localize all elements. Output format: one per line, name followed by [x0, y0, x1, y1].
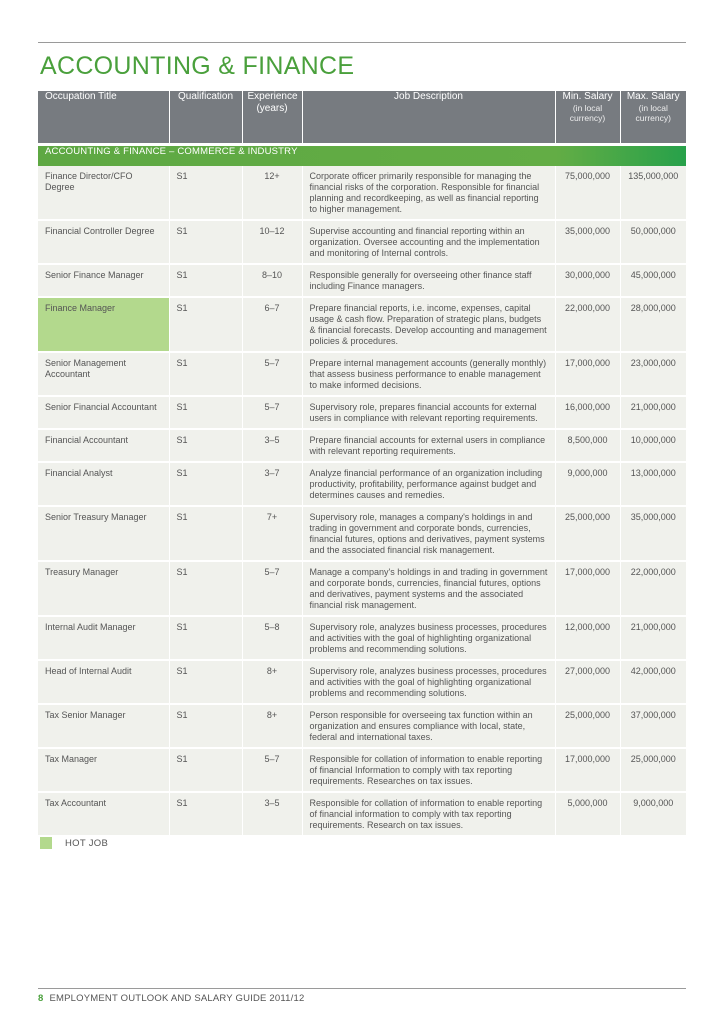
table-row: [38, 429, 686, 462]
page-title: ACCOUNTING & FINANCE: [40, 52, 355, 80]
section-row: [38, 146, 686, 166]
hot-job-swatch: [40, 837, 52, 849]
experience: 8–10: [242, 264, 302, 297]
qualification: S1: [169, 748, 242, 792]
occupation-title: Tax Manager: [38, 748, 169, 792]
job-description: Responsible for collation of information to enable reporting of financial Information to comply with tax reporting requirements. Researches on tax issues.: [302, 748, 555, 792]
experience: 7+: [242, 506, 302, 561]
min-salary: 8,500,000: [555, 429, 620, 462]
max-salary: 21,000,000: [620, 396, 686, 429]
max-salary: 23,000,000: [620, 352, 686, 396]
max-salary: 42,000,000: [620, 660, 686, 704]
qualification: S1: [169, 220, 242, 264]
job-description: Prepare internal management accounts (generally monthly) that assess business performance to enable management to make informed decisions.: [302, 352, 555, 396]
header-min-salary-sub: (in local currency): [569, 103, 606, 123]
max-salary: 10,000,000: [620, 429, 686, 462]
table-row: [38, 616, 686, 660]
footer-text: EMPLOYMENT OUTLOOK AND SALARY GUIDE 2011/12: [49, 993, 305, 1004]
occupation-title: Financial Analyst: [38, 462, 169, 506]
header-min-salary: [555, 91, 620, 143]
table-row: [38, 166, 686, 220]
table-row: [38, 396, 686, 429]
top-divider: [38, 42, 686, 43]
min-salary: 5,000,000: [555, 792, 620, 836]
min-salary: 17,000,000: [555, 561, 620, 616]
max-salary: 37,000,000: [620, 704, 686, 748]
job-description: Person responsible for overseeing tax function within an organization and ensures compliance with local, state, federal and international taxes.: [302, 704, 555, 748]
max-salary: 13,000,000: [620, 462, 686, 506]
experience: 8+: [242, 704, 302, 748]
min-salary: 9,000,000: [555, 462, 620, 506]
qualification: S1: [169, 462, 242, 506]
header-max-salary: [620, 91, 686, 143]
qualification: S1: [169, 660, 242, 704]
min-salary: 25,000,000: [555, 704, 620, 748]
header-min-salary-label: Min. Salary: [562, 91, 613, 102]
qualification: S1: [169, 264, 242, 297]
job-description: Manage a company's holdings in and trading in government and corporate bonds, currencies, financial futures, options and derivatives, payment systems and the associated financial risk management.: [302, 561, 555, 616]
qualification: S1: [169, 396, 242, 429]
job-description: Analyze financial performance of an organization including productivity, profitability, performance against budget and determines causes and remedies.: [302, 462, 555, 506]
min-salary: 17,000,000: [555, 352, 620, 396]
min-salary: 25,000,000: [555, 506, 620, 561]
occupation-title: Head of Internal Audit: [38, 660, 169, 704]
occupation-title: Senior Treasury Manager: [38, 506, 169, 561]
experience: 3–7: [242, 462, 302, 506]
header-qualification: Qualification: [169, 91, 242, 143]
qualification: S1: [169, 352, 242, 396]
job-description: Prepare financial reports, i.e. income, expenses, capital usage & cash flow. Preparation of strategic plans, budgets & financial forecasts. Develop accounting and management policies & procedures.: [302, 297, 555, 352]
job-description: Corporate officer primarily responsible for managing the financial risks of the corporation. Responsible for financial planning and recordkeeping, as well as financial reporting to higher management.: [302, 166, 555, 220]
qualification: S1: [169, 166, 242, 220]
occupation-title: Tax Accountant: [38, 792, 169, 836]
max-salary: 35,000,000: [620, 506, 686, 561]
job-description: Responsible for collation of information to enable reporting of financial information to comply with tax reporting requirements. Research on tax issues.: [302, 792, 555, 836]
header-experience-label: Experience: [247, 91, 298, 102]
table-row: [38, 660, 686, 704]
experience: 5–7: [242, 748, 302, 792]
section-label: ACCOUNTING & FINANCE – COMMERCE & INDUSTRY: [38, 146, 686, 166]
table-row: [38, 462, 686, 506]
min-salary: 75,000,000: [555, 166, 620, 220]
table-row: [38, 506, 686, 561]
header-experience: [242, 91, 302, 143]
occupation-title: Treasury Manager: [38, 561, 169, 616]
min-salary: 12,000,000: [555, 616, 620, 660]
occupation-title: Finance Manager: [38, 297, 169, 352]
bottom-divider: [38, 988, 686, 989]
header-max-salary-label: Max. Salary: [626, 91, 680, 102]
min-salary: 16,000,000: [555, 396, 620, 429]
job-description: Responsible generally for overseeing other finance staff including Finance managers.: [302, 264, 555, 297]
table-row: [38, 748, 686, 792]
table-header: [38, 91, 686, 143]
table-row: [38, 220, 686, 264]
experience: 3–5: [242, 429, 302, 462]
job-description: Supervisory role, analyzes business processes, procedures and activities with the goal of highlighting organizational problems and recommending solutions.: [302, 660, 555, 704]
qualification: S1: [169, 704, 242, 748]
table-row: [38, 561, 686, 616]
table-row: [38, 297, 686, 352]
occupation-title: Senior Finance Manager: [38, 264, 169, 297]
job-description: Supervisory role, manages a company's holdings in and trading in government and corporate bonds, currencies, financial futures, options and derivatives, payment systems and the associated financial risk management.: [302, 506, 555, 561]
experience: 10–12: [242, 220, 302, 264]
max-salary: 25,000,000: [620, 748, 686, 792]
max-salary: 22,000,000: [620, 561, 686, 616]
occupation-title: Senior Management Accountant: [38, 352, 169, 396]
occupation-title: Internal Audit Manager: [38, 616, 169, 660]
header-max-salary-sub: (in local currency): [635, 103, 671, 123]
min-salary: 35,000,000: [555, 220, 620, 264]
qualification: S1: [169, 297, 242, 352]
occupation-title: Financial Controller Degree: [38, 220, 169, 264]
max-salary: 28,000,000: [620, 297, 686, 352]
qualification: S1: [169, 429, 242, 462]
page-number: 8: [38, 993, 44, 1004]
max-salary: 21,000,000: [620, 616, 686, 660]
salary-table: [38, 91, 686, 837]
header-description: Job Description: [302, 91, 555, 143]
experience: 3–5: [242, 792, 302, 836]
job-description: Supervisory role, analyzes business processes, procedures and activities with the goal of highlighting organizational problems and recommending solutions.: [302, 616, 555, 660]
job-description: Supervisory role, prepares financial accounts for external users in compliance with relevant reporting requirements.: [302, 396, 555, 429]
page-footer: [38, 993, 304, 1004]
experience: 12+: [242, 166, 302, 220]
occupation-title: Senior Financial Accountant: [38, 396, 169, 429]
hot-job-label: HOT JOB: [65, 837, 109, 849]
legend: [40, 837, 108, 849]
experience: 5–7: [242, 561, 302, 616]
table-row: [38, 792, 686, 836]
header-occupation: Occupation Title: [38, 91, 169, 143]
max-salary: 135,000,000: [620, 166, 686, 220]
occupation-title: Financial Accountant: [38, 429, 169, 462]
qualification: S1: [169, 616, 242, 660]
experience: 5–8: [242, 616, 302, 660]
min-salary: 30,000,000: [555, 264, 620, 297]
qualification: S1: [169, 506, 242, 561]
max-salary: 45,000,000: [620, 264, 686, 297]
table-row: [38, 264, 686, 297]
occupation-title: Finance Director/CFO Degree: [38, 166, 169, 220]
min-salary: 17,000,000: [555, 748, 620, 792]
max-salary: 50,000,000: [620, 220, 686, 264]
job-description: Prepare financial accounts for external users in compliance with relevant reporting requirements.: [302, 429, 555, 462]
experience: 5–7: [242, 352, 302, 396]
job-description: Supervise accounting and financial reporting within an organization. Oversee accounting and the implementation and monitoring of Internal controls.: [302, 220, 555, 264]
qualification: S1: [169, 792, 242, 836]
min-salary: 27,000,000: [555, 660, 620, 704]
experience: 8+: [242, 660, 302, 704]
table-row: [38, 704, 686, 748]
occupation-title: Tax Senior Manager: [38, 704, 169, 748]
header-experience-sub: (years): [256, 103, 288, 114]
table-row: [38, 352, 686, 396]
min-salary: 22,000,000: [555, 297, 620, 352]
max-salary: 9,000,000: [620, 792, 686, 836]
experience: 5–7: [242, 396, 302, 429]
experience: 6–7: [242, 297, 302, 352]
qualification: S1: [169, 561, 242, 616]
